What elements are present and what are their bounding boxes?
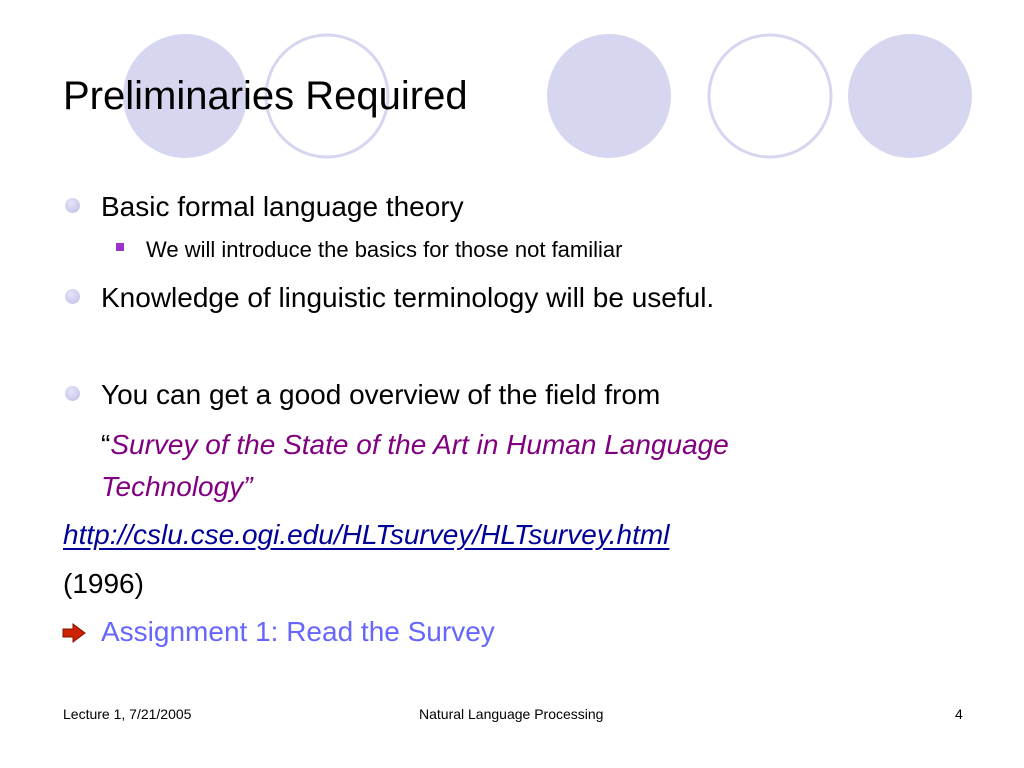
bullet-circle-icon	[65, 198, 80, 213]
bullet-circle-icon	[65, 386, 80, 401]
citation-open-quote: “	[101, 429, 111, 460]
citation-line-2: Technology”	[101, 471, 253, 502]
assignment-arrow-icon	[61, 623, 87, 643]
survey-url-link[interactable]: http://cslu.cse.ogi.edu/HLTsurvey/HLTsurvey.html	[63, 519, 670, 550]
sub-bullet-introduce-basics: We will introduce the basics for those not familiar	[146, 237, 623, 262]
footer-lecture-date: Lecture 1, 7/21/2005	[63, 706, 192, 722]
citation-line-1	[101, 428, 729, 462]
footer-page-number: 4	[955, 706, 963, 722]
bullet-basic-formal-language: Basic formal language theory	[101, 191, 464, 222]
sub-bullet-square-icon	[116, 243, 124, 251]
bullet-linguistic-terminology: Knowledge of linguistic terminology will be useful.	[101, 282, 715, 313]
bullet-circle-icon	[65, 289, 80, 304]
bullet-overview: You can get a good overview of the field from	[101, 379, 661, 410]
footer-course-name: Natural Language Processing	[419, 706, 604, 722]
assignment-text: Assignment 1: Read the Survey	[101, 616, 495, 647]
survey-year: (1996)	[63, 568, 144, 599]
slide-title: Preliminaries Required	[63, 74, 468, 118]
citation-title-part-1: Survey of the State of the Art in Human Language	[110, 429, 729, 460]
